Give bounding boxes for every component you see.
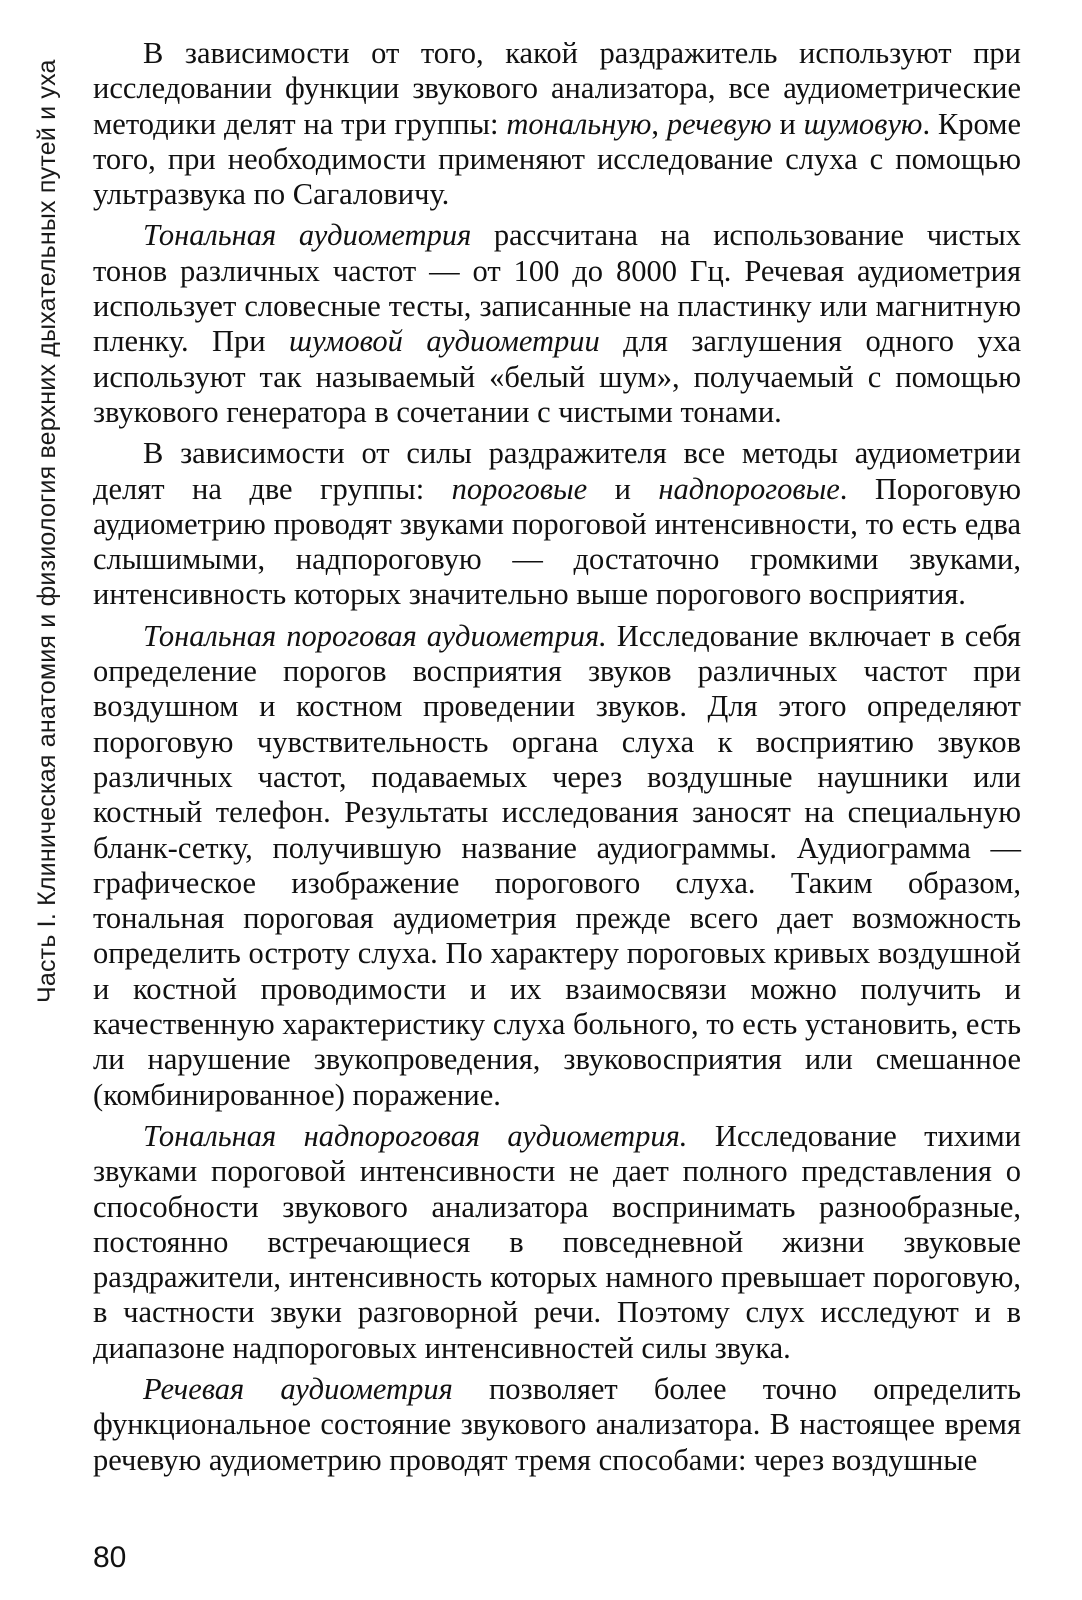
paragraph-text: В зависимости от силы раздражителя все методы аудиометрии делят на две группы: [93, 436, 1021, 506]
italic-term: шумовую [803, 106, 923, 141]
paragraph-3 [93, 436, 1021, 612]
italic-term: надпороговые [658, 471, 840, 506]
page-number: 80 [93, 1541, 127, 1574]
italic-term: Тональная аудиометрия [143, 218, 472, 253]
paragraph-text: для заглушения одного уха используют так называемый «белый шум», получаемый с помощью звукового генератора в сочетании с чистыми тонами. [93, 324, 1022, 429]
paragraph-text: . Кроме того, при необходимости применяют исследование слуха с помощью ультразвука по Сагаловичу. [93, 106, 1022, 212]
italic-term: шумовой аудиометрии [289, 324, 600, 359]
italic-term: речевую [666, 106, 772, 141]
paragraph-text: рассчитана на использование чистых тонов различных частот — от 100 до 8000 Гц. Речевая аудиометрия использует словесные тесты, записанные на пластинку или магнитную пленку. При [93, 218, 1021, 359]
body-text [93, 36, 1021, 1478]
paragraph-text: Исследование включает в себя определение порогов восприятия звуков различных частот при воздушном и костном проведении звуков. Для этого определяют пороговую чувствительность органа слуха к восприятию звуков различных частот, подаваемых через воздушные наушники или костный телефон. Результаты исследования заносят на специальную бланк-сетку, получившую название аудиограммы. Аудиограмма — графическое изображение порогового слуха. Таким образом, тональная пороговая аудиометрия прежде всего дает возможность определить остроту слуха. По характеру пороговых кривых воздушной и костной проводимости и их взаимосвязи можно получить и качественную характеристику слуха больного, то есть установить, есть ли нарушение звукопроведения, звуковосприятия или смешанное (комбинированное) поражение. [93, 618, 1021, 1112]
paragraph-text: и [771, 106, 804, 141]
paragraph-1 [93, 36, 1021, 212]
paragraph-2 [93, 218, 1021, 430]
italic-term: тональную [506, 106, 652, 141]
paragraph-4 [93, 619, 1021, 1113]
paragraph-text: позволяет более точно определить функциональное состояние звукового анализатора. В настоящее время речевую аудиометрию проводят тремя способами: через воздушные [93, 1371, 1022, 1477]
paragraph-text: и [587, 471, 659, 506]
italic-term: Тональная надпороговая аудиометрия. [143, 1118, 688, 1153]
italic-term: Тональная пороговая аудиометрия. [143, 618, 607, 653]
paragraph-text: В зависимости от того, какой раздражитель используют при исследовании функции звукового анализатора, все аудиометрические методики делят на три группы: [93, 36, 1021, 141]
paragraph-6 [93, 1372, 1021, 1478]
paragraph-text: . Пороговую аудиометрию проводят звуками пороговой интенсивности, то есть едва слышимыми, надпороговую — достаточно громкими звуками, интенсивность которых значительно выше порогового восприятия. [93, 471, 1022, 612]
italic-term: пороговые [451, 471, 588, 506]
running-header: Часть I. Клиническая анатомия и физиология верхних дыхательных путей и уха [33, 59, 61, 1003]
paragraph-text: Исследование тихими звуками пороговой интенсивности не дает полного представления о способности звукового анализатора воспринимать разнообразные, постоянно встречающиеся в повседневной жизни звуковые раздражители, интенсивность которых намного превышает пороговую, в частности звуки разговорной речи. Поэтому слух исследуют и в диапазоне надпороговых интенсивностей силы звука. [93, 1118, 1021, 1365]
paragraph-5 [93, 1119, 1021, 1366]
italic-term: Речевая аудиометрия [143, 1371, 453, 1406]
paragraph-text: , [651, 106, 667, 141]
